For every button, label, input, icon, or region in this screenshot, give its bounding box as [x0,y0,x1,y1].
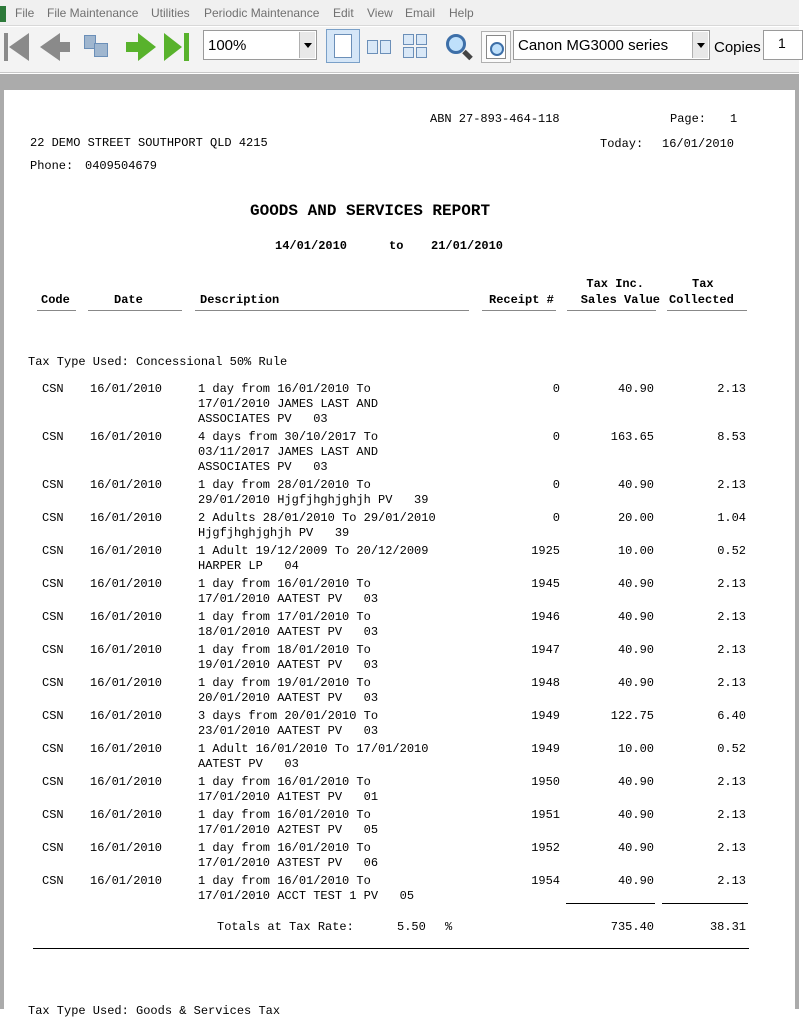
zoom-value: 100% [208,37,247,54]
row-sales-value: 40.90 [617,841,654,855]
abn-text: ABN 27-893-464-118 [430,112,560,126]
copies-value: 1 [778,35,786,51]
row-date: 16/01/2010 [90,577,163,591]
row-description-line: AATEST PV 03 [198,757,299,771]
today-label: Today: [600,137,644,151]
row-receipt: 1952 [531,841,560,855]
row-description-line: 1 day from 16/01/2010 To [198,775,371,789]
row-date: 16/01/2010 [90,808,163,822]
first-page-bar-icon [4,33,8,61]
row-date: 16/01/2010 [90,676,163,690]
row-tax-collected: 2.13 [717,808,746,822]
row-tax-collected: 2.13 [717,676,746,690]
header-description: Description [200,293,280,307]
row-receipt: 0 [552,430,560,444]
totals-rate: 5.50 [397,920,426,934]
row-tax-collected: 2.13 [717,577,746,591]
header-underline-description [195,310,469,311]
row-description-line: 1 day from 16/01/2010 To [198,841,371,855]
row-sales-value: 40.90 [617,775,654,789]
magnifier-handle-icon [462,50,473,61]
row-code: CSN [42,742,64,756]
header-underline-tax [667,310,747,311]
menu-file[interactable]: File [15,6,35,20]
row-description-line: 29/01/2010 Hjgfjhghjghjh PV 39 [198,493,429,507]
report-title: GOODS AND SERVICES REPORT [250,202,491,220]
header-code: Code [41,293,70,307]
row-receipt: 1925 [531,544,560,558]
row-description-line: 3 days from 20/01/2010 To [198,709,379,723]
row-description-line: 1 Adult 16/01/2010 To 17/01/2010 [198,742,429,756]
row-sales-value: 122.75 [610,709,654,723]
first-page-button[interactable] [2,32,34,62]
page-label: Page: [670,112,707,126]
row-description-line: 1 day from 28/01/2010 To [198,478,371,492]
first-page-arrow-icon [9,33,29,61]
menu-utilities[interactable]: Utilities [151,6,190,20]
row-sales-value: 40.90 [617,610,654,624]
row-date: 16/01/2010 [90,382,163,396]
grid-page-icon-3 [403,47,414,58]
menu-help[interactable]: Help [449,6,474,20]
row-code: CSN [42,709,64,723]
row-date: 16/01/2010 [90,874,163,888]
totals-sales: 735.40 [610,920,654,934]
last-page-button[interactable] [162,32,196,62]
row-description-line: 1 day from 16/01/2010 To [198,874,371,888]
row-code: CSN [42,577,64,591]
row-description-line: 17/01/2010 A3TEST PV 06 [198,856,379,870]
single-page-icon [334,34,352,58]
row-code: CSN [42,544,64,558]
row-sales-value: 40.90 [617,577,654,591]
multi-page-button[interactable] [82,33,112,61]
single-page-view-button[interactable] [326,29,360,63]
row-description-line: 4 days from 30/10/2017 To [198,430,379,444]
zoom-select[interactable] [203,30,317,60]
row-description-line: Hjgfjhghjghjh PV 39 [198,526,350,540]
last-page-arrow-icon [164,33,182,61]
grid-page-icon-4 [416,47,427,58]
row-tax-collected: 2.13 [717,841,746,855]
row-date: 16/01/2010 [90,643,163,657]
row-receipt: 1951 [531,808,560,822]
row-receipt: 1948 [531,676,560,690]
row-tax-collected: 0.52 [717,544,746,558]
row-description-line: 1 Adult 19/12/2009 To 20/12/2009 [198,544,429,558]
row-receipt: 0 [552,382,560,396]
row-description-line: 17/01/2010 AATEST PV 03 [198,592,379,606]
header-date: Date [114,293,143,307]
report-page [4,90,795,1020]
copies-input[interactable] [763,30,803,60]
row-description-line: 17/01/2010 ACCT TEST 1 PV 05 [198,889,415,903]
totals-underline-tax [662,903,748,904]
chevron-down-icon[interactable] [692,32,708,58]
row-receipt: 1950 [531,775,560,789]
row-description-line: ASSOCIATES PV 03 [198,412,328,426]
menu-periodic-maintenance[interactable]: Periodic Maintenance [204,6,320,20]
row-sales-value: 40.90 [617,478,654,492]
next-arrow-icon [138,33,156,61]
row-date: 16/01/2010 [90,709,163,723]
row-receipt: 1947 [531,643,560,657]
date-to: 21/01/2010 [431,239,504,253]
row-description-line: 17/01/2010 A1TEST PV 01 [198,790,379,804]
row-tax-collected: 2.13 [717,874,746,888]
page-number: 1 [730,112,738,126]
row-tax-collected: 2.13 [717,643,746,657]
row-description-line: 17/01/2010 JAMES LAST AND [198,397,379,411]
printer-select[interactable] [513,30,710,60]
row-description-line: 03/11/2017 JAMES LAST AND [198,445,379,459]
row-date: 16/01/2010 [90,430,163,444]
two-page-view-button[interactable] [366,37,394,57]
last-page-bar-icon [184,33,189,61]
row-code: CSN [42,874,64,888]
row-description-line: 17/01/2010 A2TEST PV 05 [198,823,379,837]
header-receipt: Receipt # [489,293,554,307]
row-description-line: ASSOCIATES PV 03 [198,460,328,474]
row-receipt: 0 [552,511,560,525]
row-description-line: 2 Adults 28/01/2010 To 29/01/2010 [198,511,436,525]
previous-arrow-tail-icon [58,42,70,52]
row-code: CSN [42,610,64,624]
row-tax-collected: 2.13 [717,382,746,396]
row-sales-value: 40.90 [617,874,654,888]
row-code: CSN [42,841,64,855]
row-tax-collected: 1.04 [717,511,746,525]
totals-label: Totals at Tax Rate: [217,920,354,934]
row-sales-value: 10.00 [617,742,654,756]
print-setup-button[interactable] [481,31,511,63]
row-code: CSN [42,478,64,492]
row-tax-collected: 6.40 [717,709,746,723]
row-tax-collected: 2.13 [717,478,746,492]
totals-tax: 38.31 [709,920,746,934]
header-underline-date [88,310,182,311]
row-code: CSN [42,382,64,396]
date-from: 14/01/2010 [275,239,348,253]
next-page-button[interactable] [124,32,158,62]
row-description-line: 19/01/2010 AATEST PV 03 [198,658,379,672]
row-description-line: 23/01/2010 AATEST PV 03 [198,724,379,738]
row-code: CSN [42,511,64,525]
row-receipt: 1949 [531,742,560,756]
printer-value: Canon MG3000 series [518,37,669,54]
grid-page-icon-2 [416,34,427,45]
print-preview-area[interactable] [0,74,799,1018]
row-sales-value: 163.65 [610,430,654,444]
header-underline-code [37,310,76,311]
four-page-view-button[interactable] [402,33,432,61]
menu-view[interactable]: View [367,6,393,20]
header-tax-top: Tax [692,277,714,291]
row-date: 16/01/2010 [90,841,163,855]
row-code: CSN [42,775,64,789]
row-tax-collected: 8.53 [717,430,746,444]
two-page-icon-right [380,40,391,54]
section-title-2: Tax Type Used: Goods & Services Tax [28,1004,281,1018]
row-description-line: 1 day from 17/01/2010 To [198,610,371,624]
section-title: Tax Type Used: Concessional 50% Rule [28,355,288,369]
row-date: 16/01/2010 [90,544,163,558]
row-description-line: 1 day from 19/01/2010 To [198,676,371,690]
totals-rate-unit: % [445,920,453,934]
header-underline-sales [567,310,656,311]
row-description-line: 18/01/2010 AATEST PV 03 [198,625,379,639]
row-receipt: 1945 [531,577,560,591]
row-sales-value: 40.90 [617,808,654,822]
print-preview-magnifier-icon [490,42,504,56]
menu-bar [0,0,799,26]
pages-icon-2 [94,43,108,57]
date-to-label: to [389,239,404,253]
row-date: 16/01/2010 [90,478,163,492]
row-sales-value: 20.00 [617,511,654,525]
row-date: 16/01/2010 [90,742,163,756]
header-sales-top: Tax Inc. [586,277,644,291]
row-receipt: 0 [552,478,560,492]
menu-edit[interactable]: Edit [333,6,354,20]
row-tax-collected: 0.52 [717,742,746,756]
today-date: 16/01/2010 [662,137,735,151]
header-tax-bottom: Collected [669,293,734,307]
copies-label: Copies [714,39,761,56]
row-date: 16/01/2010 [90,511,163,525]
row-tax-collected: 2.13 [717,775,746,789]
row-tax-collected: 2.13 [717,610,746,624]
row-description-line: 1 day from 16/01/2010 To [198,808,371,822]
header-underline-receipt [482,310,556,311]
row-code: CSN [42,808,64,822]
menu-email[interactable]: Email [405,6,436,20]
row-receipt: 1949 [531,709,560,723]
row-code: CSN [42,643,64,657]
row-receipt: 1954 [531,874,560,888]
row-receipt: 1946 [531,610,560,624]
totals-underline-sales [566,903,655,904]
row-sales-value: 40.90 [617,382,654,396]
address-text: 22 DEMO STREET SOUTHPORT QLD 4215 [30,136,268,150]
row-sales-value: 40.90 [617,676,654,690]
row-date: 16/01/2010 [90,610,163,624]
two-page-icon-left [367,40,378,54]
chevron-down-icon[interactable] [299,32,315,58]
previous-page-button[interactable] [40,32,72,62]
phone-number: 0409504679 [85,159,158,173]
row-sales-value: 40.90 [617,643,654,657]
row-date: 16/01/2010 [90,775,163,789]
row-code: CSN [42,676,64,690]
app-icon [0,6,6,22]
zoom-button[interactable] [444,32,474,62]
row-description-line: 1 day from 16/01/2010 To [198,577,371,591]
row-description-line: HARPER LP 04 [198,559,299,573]
phone-label: Phone: [30,159,74,173]
row-description-line: 20/01/2010 AATEST PV 03 [198,691,379,705]
section-divider [33,948,749,949]
menu-file-maintenance[interactable]: File Maintenance [47,6,139,20]
row-description-line: 1 day from 16/01/2010 To [198,382,371,396]
toolbar [0,27,799,73]
header-sales-bottom: Sales Value [580,293,660,307]
row-code: CSN [42,430,64,444]
row-sales-value: 10.00 [617,544,654,558]
row-description-line: 1 day from 18/01/2010 To [198,643,371,657]
grid-page-icon-1 [403,34,414,45]
previous-arrow-icon [40,33,60,61]
